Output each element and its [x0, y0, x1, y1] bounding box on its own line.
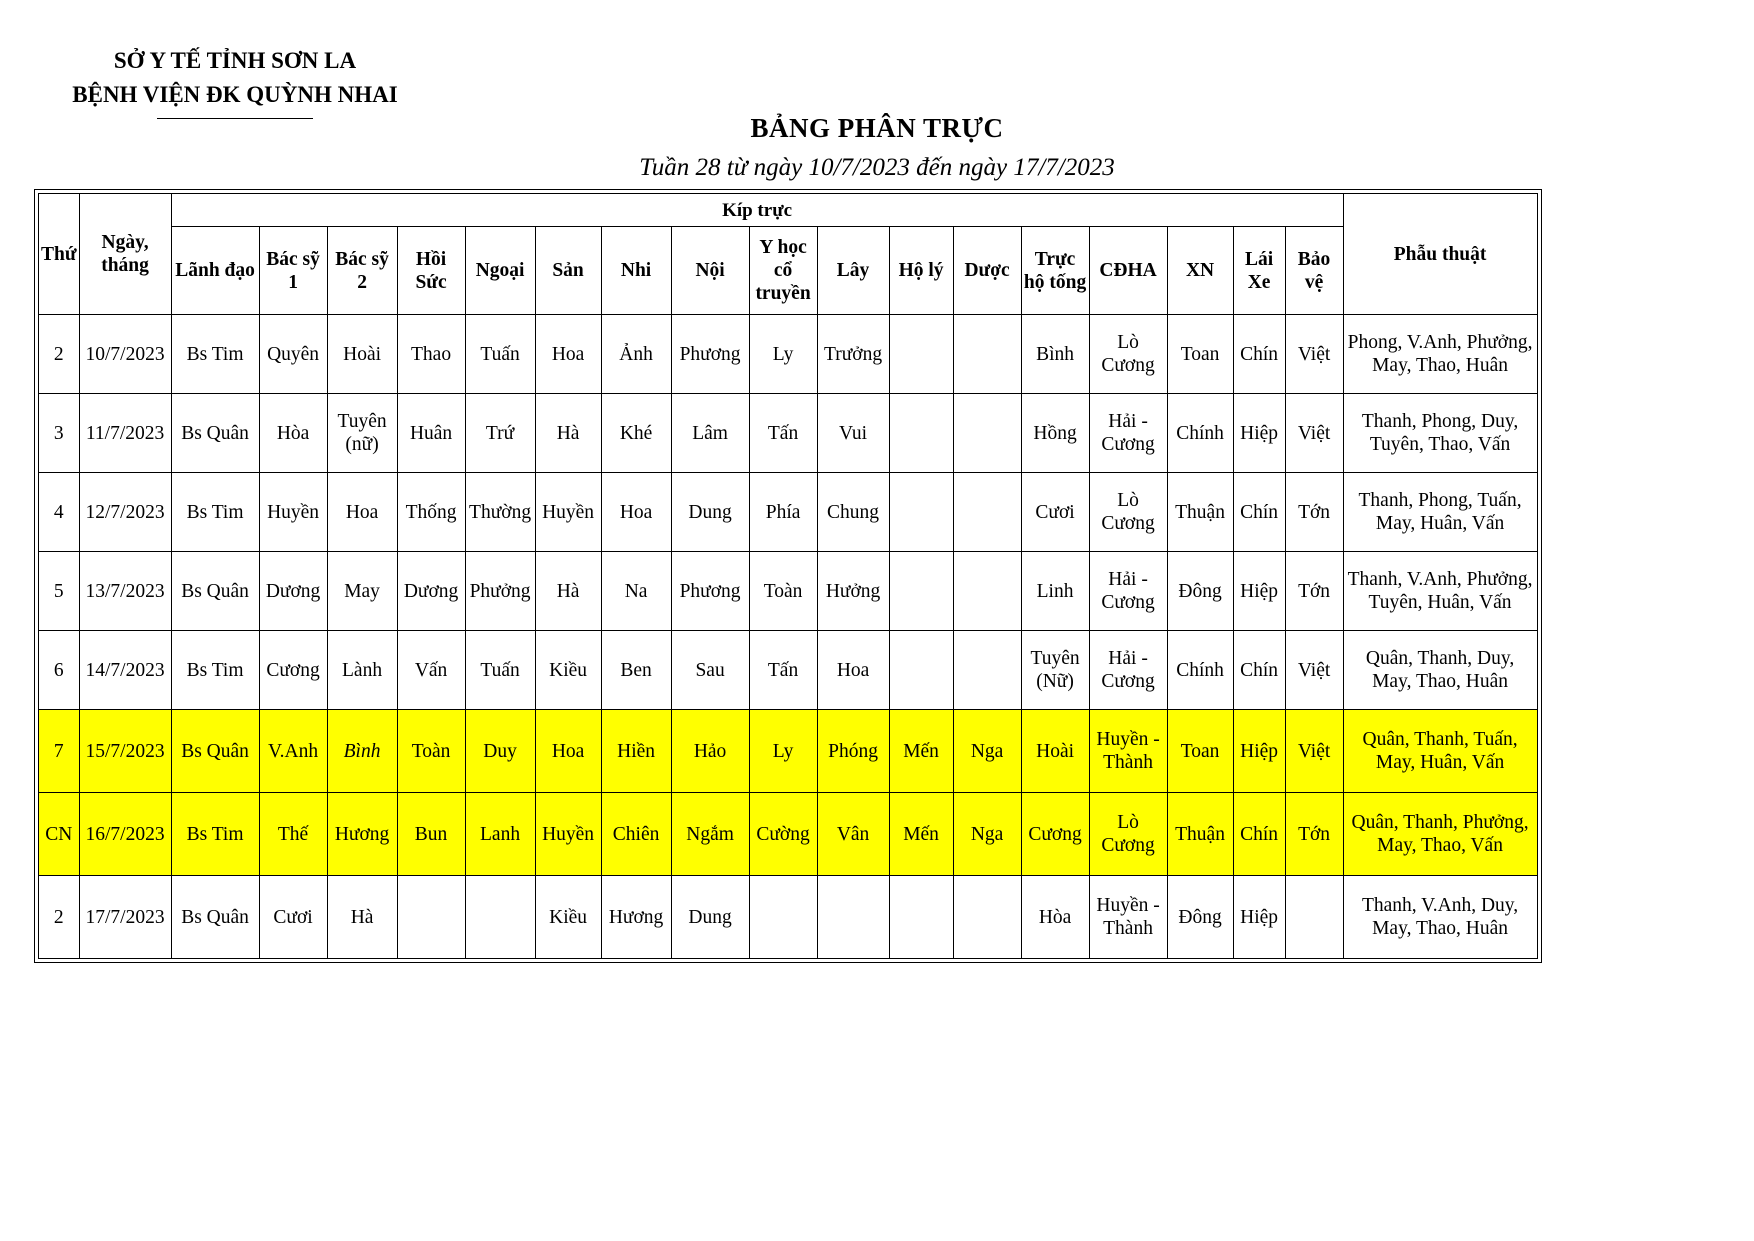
cell-duty [953, 631, 1021, 710]
cell-duty: Duy [465, 710, 535, 793]
cell-duty: Tuấn [465, 631, 535, 710]
cell-duty: Bs Quân [171, 394, 259, 473]
cell-duty: Sau [671, 631, 749, 710]
cell-duty: Huyền [535, 473, 601, 552]
cell-thu: 3 [39, 394, 80, 473]
cell-duty: Chín [1233, 473, 1285, 552]
cell-duty: Ngắm [671, 793, 749, 876]
cell-duty: Chín [1233, 793, 1285, 876]
cell-duty: Toan [1167, 315, 1233, 394]
header-role: Lái Xe [1233, 227, 1285, 315]
header-role: Bác sỹ 1 [259, 227, 327, 315]
cell-duty: Vấn [397, 631, 465, 710]
cell-duty [889, 876, 953, 959]
cell-phau-thuat: Phong, V.Anh, Phưởng, May, Thao, Huân [1343, 315, 1537, 394]
cell-duty: Hiền [601, 710, 671, 793]
cell-duty: Việt [1285, 710, 1343, 793]
header-role: Bảo vệ [1285, 227, 1343, 315]
cell-duty: Hương [601, 876, 671, 959]
cell-duty: Phưởng [465, 552, 535, 631]
cell-duty: Tấn [749, 394, 817, 473]
header-role: Lây [817, 227, 889, 315]
cell-duty: Đông [1167, 876, 1233, 959]
cell-duty: Lanh [465, 793, 535, 876]
cell-duty: Thống [397, 473, 465, 552]
cell-duty [817, 876, 889, 959]
cell-duty: Chung [817, 473, 889, 552]
cell-duty: Dương [397, 552, 465, 631]
cell-duty: Khé [601, 394, 671, 473]
cell-duty: Cươi [259, 876, 327, 959]
table-row [39, 710, 1538, 793]
header-role: Lãnh đạo [171, 227, 259, 315]
cell-duty: Cương [259, 631, 327, 710]
cell-phau-thuat: Thanh, V.Anh, Duy, May, Thao, Huân [1343, 876, 1537, 959]
cell-duty: Thường [465, 473, 535, 552]
cell-duty: Vui [817, 394, 889, 473]
cell-duty: Nga [953, 710, 1021, 793]
cell-duty: Huyền [535, 793, 601, 876]
cell-duty [889, 315, 953, 394]
cell-ngay: 12/7/2023 [79, 473, 171, 552]
cell-duty [889, 473, 953, 552]
cell-duty: Huyền [259, 473, 327, 552]
cell-ngay: 16/7/2023 [79, 793, 171, 876]
cell-duty: Hương [327, 793, 397, 876]
cell-duty: Hòa [259, 394, 327, 473]
table-row [39, 315, 1538, 394]
table-body [39, 315, 1538, 959]
cell-duty: Hải - Cương [1089, 631, 1167, 710]
cell-duty: Phía [749, 473, 817, 552]
cell-duty: Dung [671, 876, 749, 959]
header-role: CĐHA [1089, 227, 1167, 315]
cell-duty: Đông [1167, 552, 1233, 631]
department-name: SỞ Y TẾ TỈNH SƠN LA [113, 48, 357, 73]
cell-duty: Toan [1167, 710, 1233, 793]
cell-ngay: 15/7/2023 [79, 710, 171, 793]
cell-duty: Nga [953, 793, 1021, 876]
cell-duty: Kiều [535, 631, 601, 710]
cell-duty: Tuấn [465, 315, 535, 394]
cell-duty: Hoa [535, 710, 601, 793]
header-role: Sản [535, 227, 601, 315]
cell-duty: Hồng [1021, 394, 1089, 473]
duty-schedule-table [38, 193, 1538, 959]
cell-duty: Ly [749, 710, 817, 793]
header-kip-truc: Kíp trực [171, 194, 1343, 227]
cell-duty: Hà [327, 876, 397, 959]
cell-duty: Lò Cương [1089, 473, 1167, 552]
cell-duty: Chính [1167, 631, 1233, 710]
header-role: Y học cổ truyền [749, 227, 817, 315]
cell-duty: Hà [535, 552, 601, 631]
cell-ngay: 13/7/2023 [79, 552, 171, 631]
hospital-name: BỆNH VIỆN ĐK QUỲNH NHAI [72, 82, 398, 107]
table-header [39, 194, 1538, 315]
cell-phau-thuat: Quân, Thanh, Phưởng, May, Thao, Vấn [1343, 793, 1537, 876]
cell-duty: Toàn [749, 552, 817, 631]
cell-duty: Tuyên (Nữ) [1021, 631, 1089, 710]
cell-duty [953, 473, 1021, 552]
cell-phau-thuat: Thanh, V.Anh, Phưởng, Tuyên, Huân, Vấn [1343, 552, 1537, 631]
cell-duty: Huyền - Thành [1089, 876, 1167, 959]
cell-duty: Tớn [1285, 552, 1343, 631]
header-ngay-thang: Ngày, tháng [79, 194, 171, 315]
cell-ngay: 10/7/2023 [79, 315, 171, 394]
cell-thu: 4 [39, 473, 80, 552]
cell-thu: 2 [39, 876, 80, 959]
cell-duty: Chín [1233, 315, 1285, 394]
cell-duty [889, 631, 953, 710]
cell-duty: Cường [749, 793, 817, 876]
cell-duty: Lò Cương [1089, 315, 1167, 394]
cell-duty: Ly [749, 315, 817, 394]
cell-duty: Hiệp [1233, 710, 1285, 793]
header-role: XN [1167, 227, 1233, 315]
cell-phau-thuat: Quân, Thanh, Tuấn, May, Huân, Vấn [1343, 710, 1537, 793]
cell-duty [397, 876, 465, 959]
table-row [39, 473, 1538, 552]
cell-duty [953, 552, 1021, 631]
cell-duty: Hiệp [1233, 552, 1285, 631]
cell-duty: Phương [671, 552, 749, 631]
cell-duty: Hoa [817, 631, 889, 710]
cell-duty: Mến [889, 710, 953, 793]
header-role: Nội [671, 227, 749, 315]
cell-duty: Trưởng [817, 315, 889, 394]
cell-duty: Ảnh [601, 315, 671, 394]
table-row [39, 793, 1538, 876]
cell-duty: Phóng [817, 710, 889, 793]
cell-duty: Tớn [1285, 793, 1343, 876]
cell-ngay: 17/7/2023 [79, 876, 171, 959]
header-role: Hộ lý [889, 227, 953, 315]
cell-duty: Việt [1285, 394, 1343, 473]
cell-duty: Quyên [259, 315, 327, 394]
document-title: BẢNG PHÂN TRỰC [750, 113, 1004, 143]
cell-duty: Hải - Cương [1089, 552, 1167, 631]
cell-duty: Lò Cương [1089, 793, 1167, 876]
cell-duty [953, 394, 1021, 473]
cell-thu: 6 [39, 631, 80, 710]
cell-thu: 5 [39, 552, 80, 631]
cell-duty: Tấn [749, 631, 817, 710]
cell-duty: Hoa [327, 473, 397, 552]
cell-duty: Bs Tim [171, 473, 259, 552]
cell-duty: Dung [671, 473, 749, 552]
cell-duty: Hà [535, 394, 601, 473]
cell-duty: Cương [1021, 793, 1089, 876]
cell-duty: Thao [397, 315, 465, 394]
table-row [39, 394, 1538, 473]
cell-duty: Hoa [535, 315, 601, 394]
header-role: Trực hộ tống [1021, 227, 1089, 315]
cell-duty: Kiều [535, 876, 601, 959]
cell-duty: Huyền - Thành [1089, 710, 1167, 793]
cell-phau-thuat: Thanh, Phong, Tuấn, May, Huân, Vấn [1343, 473, 1537, 552]
cell-duty [953, 315, 1021, 394]
cell-duty: Toàn [397, 710, 465, 793]
cell-duty: Chính [1167, 394, 1233, 473]
cell-duty: Bình [327, 710, 397, 793]
cell-duty: Hải - Cương [1089, 394, 1167, 473]
header-thu: Thứ [39, 194, 80, 315]
cell-duty: Ben [601, 631, 671, 710]
cell-duty: Cươi [1021, 473, 1089, 552]
cell-duty: Hoa [601, 473, 671, 552]
cell-duty: Hiệp [1233, 394, 1285, 473]
header-phau-thuat: Phẫu thuật [1343, 194, 1537, 315]
cell-thu: CN [39, 793, 80, 876]
cell-duty [889, 394, 953, 473]
document-subtitle: Tuần 28 từ ngày 10/7/2023 đến ngày 17/7/2023 [639, 154, 1115, 181]
cell-thu: 7 [39, 710, 80, 793]
header-role: Dược [953, 227, 1021, 315]
cell-duty: Lành [327, 631, 397, 710]
cell-ngay: 11/7/2023 [79, 394, 171, 473]
cell-duty: Hoài [327, 315, 397, 394]
cell-duty: Mến [889, 793, 953, 876]
organization-header [40, 44, 430, 119]
cell-duty: Dương [259, 552, 327, 631]
cell-duty [749, 876, 817, 959]
cell-duty: Bs Tim [171, 631, 259, 710]
table-row [39, 631, 1538, 710]
cell-duty: Bình [1021, 315, 1089, 394]
cell-duty: Vân [817, 793, 889, 876]
cell-phau-thuat: Quân, Thanh, Duy, May, Thao, Huân [1343, 631, 1537, 710]
cell-duty: Na [601, 552, 671, 631]
cell-duty: V.Anh [259, 710, 327, 793]
cell-ngay: 14/7/2023 [79, 631, 171, 710]
cell-duty: Trứ [465, 394, 535, 473]
cell-duty: Tuyên (nữ) [327, 394, 397, 473]
cell-duty: Thuận [1167, 473, 1233, 552]
header-role: Bác sỹ 2 [327, 227, 397, 315]
header-role: Nhi [601, 227, 671, 315]
header-role: Ngoại [465, 227, 535, 315]
cell-duty: Bun [397, 793, 465, 876]
cell-duty: Huân [397, 394, 465, 473]
cell-duty: Bs Quân [171, 710, 259, 793]
cell-duty: Chín [1233, 631, 1285, 710]
cell-duty: Linh [1021, 552, 1089, 631]
cell-duty: Bs Quân [171, 876, 259, 959]
cell-duty: Việt [1285, 315, 1343, 394]
cell-duty: Hảo [671, 710, 749, 793]
cell-duty: Hoài [1021, 710, 1089, 793]
cell-duty: Thuận [1167, 793, 1233, 876]
cell-duty: May [327, 552, 397, 631]
cell-duty: Chiên [601, 793, 671, 876]
table-row [39, 876, 1538, 959]
cell-duty: Lâm [671, 394, 749, 473]
header-role: Hồi Sức [397, 227, 465, 315]
cell-duty [889, 552, 953, 631]
cell-duty: Thế [259, 793, 327, 876]
cell-phau-thuat: Thanh, Phong, Duy, Tuyên, Thao, Vấn [1343, 394, 1537, 473]
cell-duty [953, 876, 1021, 959]
cell-duty: Bs Quân [171, 552, 259, 631]
cell-duty: Hòa [1021, 876, 1089, 959]
cell-duty: Việt [1285, 631, 1343, 710]
cell-thu: 2 [39, 315, 80, 394]
cell-duty [1285, 876, 1343, 959]
cell-duty: Bs Tim [171, 793, 259, 876]
table-row [39, 552, 1538, 631]
cell-duty: Phương [671, 315, 749, 394]
cell-duty: Hưởng [817, 552, 889, 631]
cell-duty: Tớn [1285, 473, 1343, 552]
schedule-table-frame [34, 189, 1542, 963]
cell-duty [465, 876, 535, 959]
cell-duty: Bs Tim [171, 315, 259, 394]
cell-duty: Hiệp [1233, 876, 1285, 959]
